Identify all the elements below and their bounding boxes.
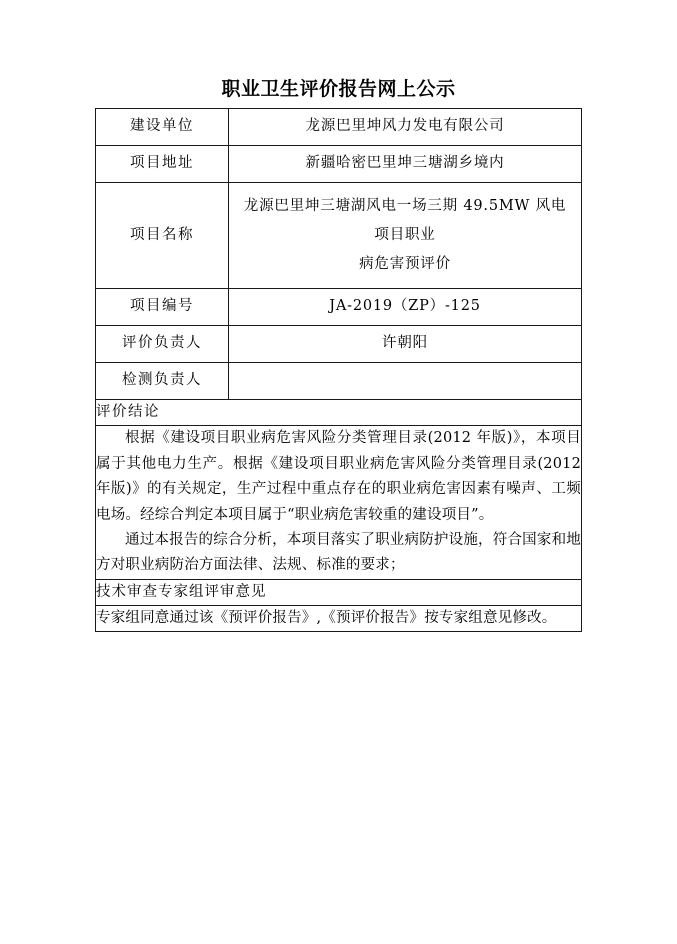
label-conclusion-header: 评价结论 xyxy=(96,400,582,426)
table-row-inspection-lead xyxy=(96,363,582,400)
value-inspection-lead xyxy=(229,363,582,400)
expert-review-body: 专家组同意通过该《预评价报告》,《预评价报告》按专家组意见修改。 xyxy=(96,606,582,632)
table-row-project-address xyxy=(96,146,582,183)
label-project-address: 项目地址 xyxy=(96,146,229,183)
page-title: 职业卫生评价报告网上公示 xyxy=(221,78,456,100)
value-project-name-line-2: 病危害预评价 xyxy=(359,256,451,272)
label-project-name: 项目名称 xyxy=(96,183,229,289)
value-project-number: JA-2019（ZP）-125 xyxy=(229,289,582,326)
table-row-evaluation-lead xyxy=(96,326,582,363)
value-evaluation-lead: 许朝阳 xyxy=(229,326,582,363)
table-row-project-number xyxy=(96,289,582,326)
value-project-name-line-1: 龙源巴里坤三塘湖风电一场三期 49.5MW 风电项目职业 xyxy=(243,198,567,243)
table-row-conclusion-body xyxy=(96,426,582,579)
conclusion-paragraph-2: 通过本报告的综合分析，本项目落实了职业病防护设施，符合国家和地方对职业病防治方面法律、法规、标准的要求； xyxy=(96,531,581,574)
label-construction-unit: 建设单位 xyxy=(96,109,229,146)
value-construction-unit: 龙源巴里坤风力发电有限公司 xyxy=(229,109,582,146)
label-inspection-lead: 检测负责人 xyxy=(96,363,229,400)
table-row-project-name xyxy=(96,183,582,289)
table-row-expert-review-header xyxy=(96,579,582,605)
value-project-address: 新疆哈密巴里坤三塘湖乡境内 xyxy=(229,146,582,183)
conclusion-body xyxy=(96,426,582,579)
label-evaluation-lead: 评价负责人 xyxy=(96,326,229,363)
conclusion-paragraph-1: 根据《建设项目职业病危害风险分类管理目录(2012 年版)》，本项目属于其他电力生产。根据《建设项目职业病危害风险分类管理目录(2012 年版)》的有关规定，生产过程中重点存在的职业病危害因素有噪声、工频电场。经综合判定本项目属于“职业病危害较重的建设项目”。 xyxy=(96,430,581,523)
table-row-conclusion-header xyxy=(96,400,582,426)
table-row-expert-review-body xyxy=(96,606,582,632)
value-project-name xyxy=(229,183,582,289)
evaluation-report-table xyxy=(95,108,582,632)
table-row-construction-unit xyxy=(96,109,582,146)
label-expert-review-header: 技术审查专家组评审意见 xyxy=(96,579,582,605)
label-project-number: 项目编号 xyxy=(96,289,229,326)
